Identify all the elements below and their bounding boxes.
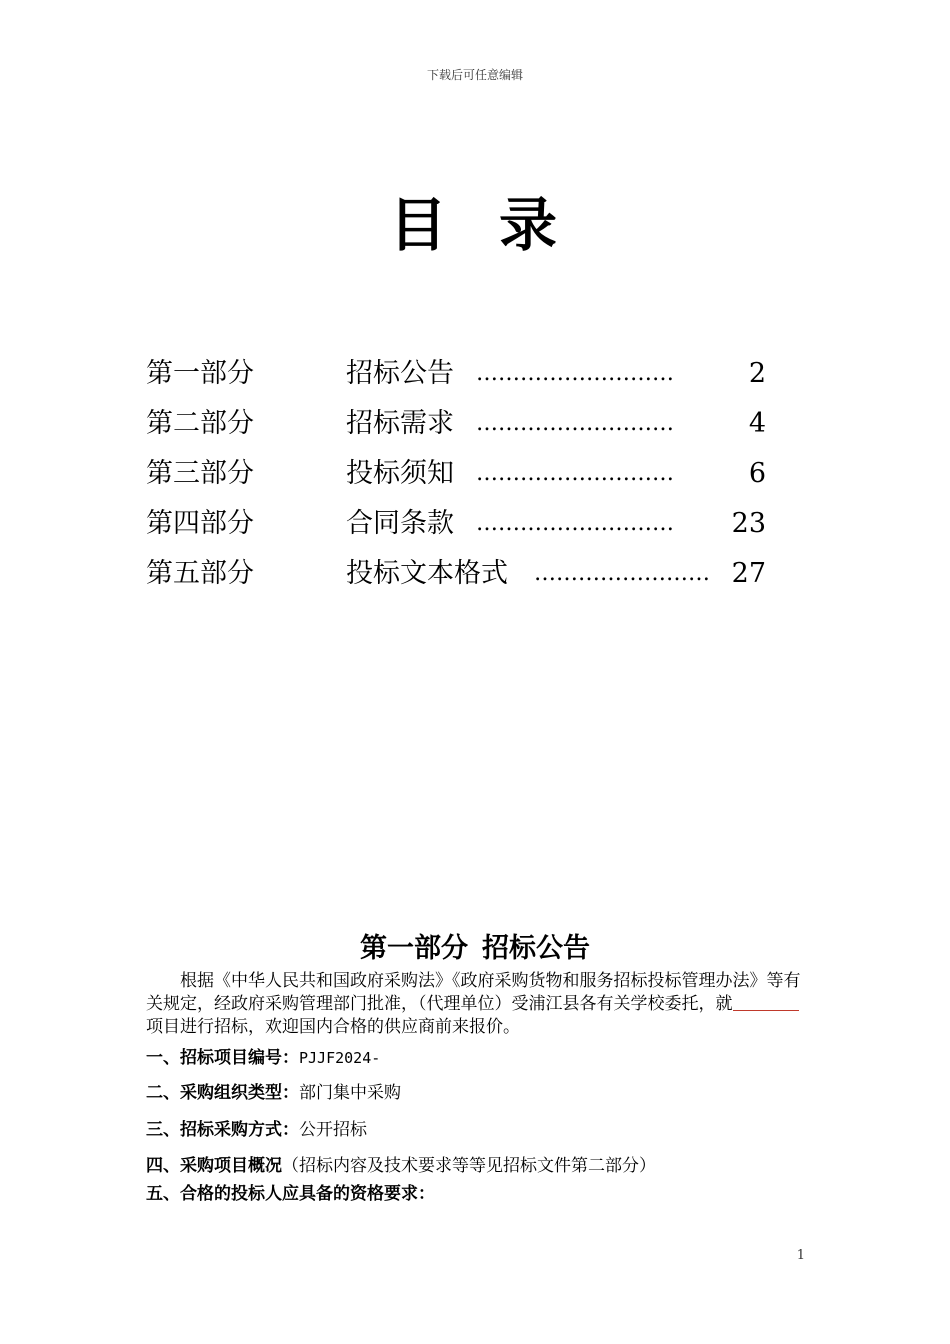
toc-page-number: 6 [748, 458, 766, 489]
toc-leader-dots: ……………………… [476, 461, 674, 486]
toc-title-left: 目 [388, 191, 451, 259]
page-number: 1 [796, 1248, 805, 1263]
item-value: （招标内容及技术要求等等见招标文件第二部分） [282, 1156, 656, 1176]
item-value: 部门集中采购 [299, 1083, 401, 1103]
toc-entry[interactable] [146, 352, 766, 402]
toc-leader-dots: …………………… [534, 561, 710, 586]
toc-section-name: 合同条款 [346, 508, 454, 539]
header-note: 下载后可任意编辑 [426, 68, 523, 82]
item-project-overview [146, 1154, 656, 1178]
item-procurement-method [146, 1118, 367, 1142]
toc-leader-dots: ……………………… [476, 411, 674, 436]
toc-part-label: 第三部分 [146, 458, 254, 489]
toc-part-label: 第四部分 [146, 508, 254, 539]
section-title-name: 招标公告 [482, 933, 590, 964]
item-qualification-requirements [146, 1182, 435, 1206]
toc-leader-dots: ……………………… [476, 511, 674, 536]
section-title [0, 926, 950, 965]
toc-part-label: 第二部分 [146, 408, 254, 439]
item-organization-type [146, 1081, 401, 1105]
toc-leader-dots: ……………………… [476, 361, 674, 386]
toc-part-label: 第一部分 [146, 358, 254, 389]
intro-text-end: 项目进行招标，欢迎国内合格的供应商前来报价。 [146, 1017, 520, 1037]
toc-entry[interactable] [146, 502, 766, 552]
toc-section-name: 招标公告 [346, 358, 454, 389]
item-label: 三、招标采购方式： [146, 1120, 299, 1140]
item-value: 公开招标 [299, 1120, 367, 1140]
toc-page-number: 27 [731, 558, 766, 589]
toc-entry[interactable] [146, 402, 766, 452]
item-label: 项目概况 [214, 1156, 282, 1176]
toc-title [0, 178, 950, 262]
toc-section-name: 投标须知 [346, 458, 454, 489]
item-label: 二、采购组织类型： [146, 1083, 299, 1103]
intro-paragraph [146, 970, 808, 1039]
item-label: 五、合格的投标人应具备的资格要求： [146, 1184, 435, 1204]
intro-text-start: 根据《中华人民共和国政府采购法》《政府采购货物和服务招标投标管理办法》等有关规定，经政府采购管理部门批准，（代理单位）受浦江县各有关学校委托，就 [146, 971, 801, 1014]
toc-page-number: 23 [731, 508, 766, 539]
item-value: PJJF2024- [299, 1049, 381, 1067]
toc-section-name: 招标需求 [346, 408, 454, 439]
toc-page-number: 2 [748, 358, 766, 389]
toc-entry[interactable] [146, 552, 766, 602]
toc-part-label: 第五部分 [146, 558, 254, 589]
item-project-number [146, 1046, 380, 1070]
item-label: 一、招标项目编号： [146, 1048, 299, 1068]
toc-entry[interactable] [146, 452, 766, 502]
item-label-prefix: 四、采购 [146, 1156, 214, 1176]
project-name-blank [733, 994, 799, 1011]
toc-title-right: 录 [499, 191, 562, 259]
toc-page-number: 4 [748, 408, 766, 439]
toc-section-name: 投标文本格式 [346, 558, 508, 589]
table-of-contents [146, 352, 766, 602]
section-title-part: 第一部分 [360, 933, 468, 964]
